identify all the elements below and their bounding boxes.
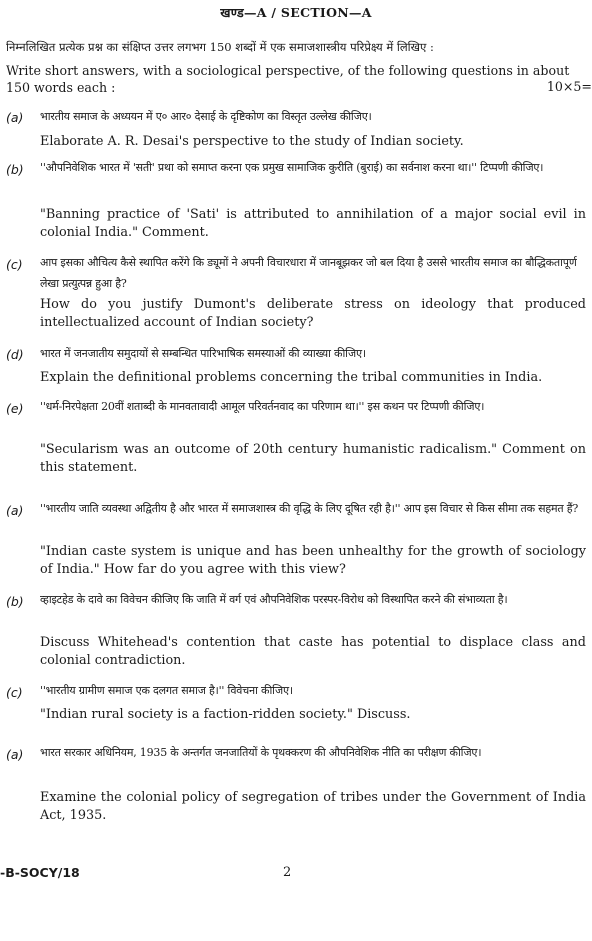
section-title: खण्ड—A / SECTION—A [220,5,372,20]
question-label: (e) [6,401,24,416]
question-label: (a) [6,503,24,518]
question-english: Examine the colonial policy of segregation of tribes under the Government of India Act, 1935. [40,790,586,823]
question-label: (a) [6,747,24,762]
question-english: "Indian rural society is a faction-ridden society." Discuss. [40,707,411,722]
paper-code: -B-SOCY/18 [0,865,80,880]
question-label: (a) [6,110,24,125]
question-hindi: ''भारतीय ग्रामीण समाज एक दलगत समाज है।'' विवेचना कीजिए। [40,684,293,697]
question-english: "Indian caste system is unique and has been unhealthy for the growth of sociology of India." How far do you agree with this view? [40,544,586,577]
question-hindi: भारत में जनजातीय समुदायों से सम्बन्धित पारिभाषिक समस्याओं की व्याख्या कीजिए। [40,347,366,360]
instructions-english: Write short answers, with a sociological perspective, of the following questions in about 150 words each : [6,63,570,95]
page-number: 2 [283,865,292,880]
question-label: (c) [6,685,23,700]
question-label: (c) [6,257,23,272]
question-label: (b) [6,594,24,609]
question-hindi: भारतीय समाज के अध्ययन में ए० आर० देसाई के दृष्टिकोण का विस्तृत उल्लेख कीजिए। [40,110,372,123]
question-label: (b) [6,162,24,177]
question-english: Elaborate A. R. Desai's perspective to the study of Indian society. [40,134,464,149]
question-hindi: आप इसका औचित्य कैसे स्थापित करेंगे कि ड्यूमों ने अपनी विचारधारा में जानबूझकर जो बल दिया है उससे भारतीय समाज का बौद्धिकतापूर्ण लेखा प्रत्युत्पन्न हुआ है? [40,256,577,290]
marks-allocation: 10×5= [546,79,592,94]
question-english: "Secularism was an outcome of 20th century humanistic radicalism." Comment on this statement. [40,442,586,475]
question-english: Discuss Whitehead's contention that caste has potential to displace class and colonial contradiction. [40,635,586,668]
question-label: (d) [6,347,24,362]
question-english: Explain the definitional problems concerning the tribal communities in India. [40,370,543,385]
question-hindi: ''धर्म-निरपेक्षता 20वीं शताब्दी के मानवतावादी आमूल परिवर्तनवाद का परिणाम था।'' इस कथन पर टिप्पणी कीजिए। [40,400,485,413]
question-english: "Banning practice of 'Sati' is attributed to annihilation of a major social evil in colonial India." Comment. [40,207,586,240]
question-hindi: भारत सरकार अधिनियम, 1935 के अन्तर्गत जनजातियों के पृथक्करण की औपनिवेशिक नीति का परीक्षण कीजिए। [40,746,482,759]
question-hindi: ''भारतीय जाति व्यवस्था अद्वितीय है और भारत में समाजशास्त्र की वृद्धि के लिए दूषित रही है।'' आप इस विचार से किस सीमा तक सहमत हैं? [40,502,579,515]
instructions-hindi: निम्नलिखित प्रत्येक प्रश्न का संक्षिप्त उत्तर लगभग 150 शब्दों में एक समाजशास्त्रीय परिप्रेक्ष्य में लिखिए : [6,40,434,54]
question-hindi: ''औपनिवेशिक भारत में 'सती' प्रथा को समाप्त करना एक प्रमुख सामाजिक कुरीति (बुराई) का सर्वनाश करना था।'' टिप्पणी कीजिए। [40,161,544,174]
question-hindi: व्हाइटहेड के दावे का विवेचन कीजिए कि जाति में वर्ग एवं औपनिवेशिक परस्पर-विरोध को विस्थापित करने की संभाव्यता है। [40,593,508,606]
question-english: How do you justify Dumont's deliberate stress on ideology that produced intellectualized account of Indian society? [40,297,586,330]
